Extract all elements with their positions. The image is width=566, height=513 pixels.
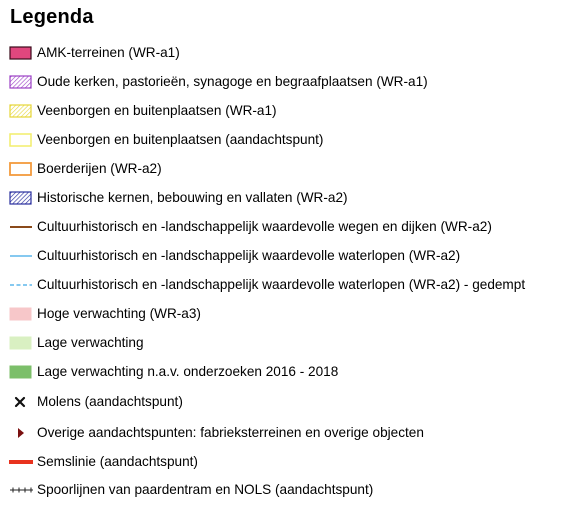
legend-item — [0, 332, 566, 356]
triangle-marker-icon — [9, 425, 33, 441]
legend-item — [0, 303, 566, 327]
legend-item — [0, 71, 566, 95]
legend-item — [0, 422, 566, 446]
legend-item — [0, 479, 566, 503]
legend-item — [0, 361, 566, 385]
legend-item-label: Lage verwachting — [37, 335, 144, 350]
solid-line-icon — [9, 219, 33, 235]
solid-line-icon — [9, 248, 33, 264]
legend-item-label: Boerderijen (WR-a2) — [37, 161, 162, 176]
legend-item-label: Molens (aandachtspunt) — [37, 394, 183, 409]
outline-swatch-icon — [9, 132, 33, 148]
legend-item — [0, 129, 566, 153]
legend-item-label: Overige aandachtspunten: fabrieksterreinen en overige objecten — [37, 425, 424, 440]
legend-item — [0, 391, 566, 415]
thick-line-icon — [9, 454, 33, 470]
solid-fill-swatch-icon — [9, 306, 33, 322]
legend-item — [0, 245, 566, 269]
dashed-line-icon — [9, 277, 33, 293]
solid-fill-swatch-icon — [9, 45, 33, 61]
legend-item — [0, 274, 566, 298]
hatched-swatch-icon — [9, 103, 33, 119]
legend-item-label: Veenborgen en buitenplaatsen (aandachtspunt) — [37, 132, 324, 147]
outline-swatch-icon — [9, 161, 33, 177]
solid-fill-swatch-icon — [9, 364, 33, 380]
legend-item-label: Cultuurhistorisch en -landschappelijk waardevolle waterlopen (WR-a2) - gedempt — [37, 277, 526, 292]
solid-fill-swatch-icon — [9, 335, 33, 351]
legend-item — [0, 187, 566, 211]
legend-item-label: Oude kerken, pastorieën, synagoge en begraafplaatsen (WR-a1) — [37, 74, 428, 89]
legend-item — [0, 100, 566, 124]
legend-item-label: Cultuurhistorisch en -landschappelijk waardevolle wegen en dijken (WR-a2) — [37, 219, 492, 234]
legend-item-label: Cultuurhistorisch en -landschappelijk waardevolle waterlopen (WR-a2) — [37, 248, 461, 263]
legend-item-label: AMK-terreinen (WR-a1) — [37, 45, 180, 60]
legend-item-label: Spoorlijnen van paardentram en NOLS (aandachtspunt) — [37, 482, 374, 497]
legend-item — [0, 42, 566, 66]
railway-line-icon — [9, 482, 33, 498]
windmill-cross-icon — [9, 394, 33, 410]
legend-item-label: Semslinie (aandachtspunt) — [37, 454, 198, 469]
legend-item — [0, 216, 566, 240]
legend-item-label: Hoge verwachting (WR-a3) — [37, 306, 201, 321]
hatched-swatch-icon — [9, 74, 33, 90]
legend-item — [0, 451, 566, 475]
legend-item-label: Lage verwachting n.a.v. onderzoeken 2016 - 2018 — [37, 364, 339, 379]
legend-title: Legenda — [10, 6, 94, 28]
legend-item-label: Historische kernen, bebouwing en vallaten (WR-a2) — [37, 190, 348, 205]
legend-item-label: Veenborgen en buitenplaatsen (WR-a1) — [37, 103, 277, 118]
legend-item — [0, 158, 566, 182]
hatched-swatch-icon — [9, 190, 33, 206]
